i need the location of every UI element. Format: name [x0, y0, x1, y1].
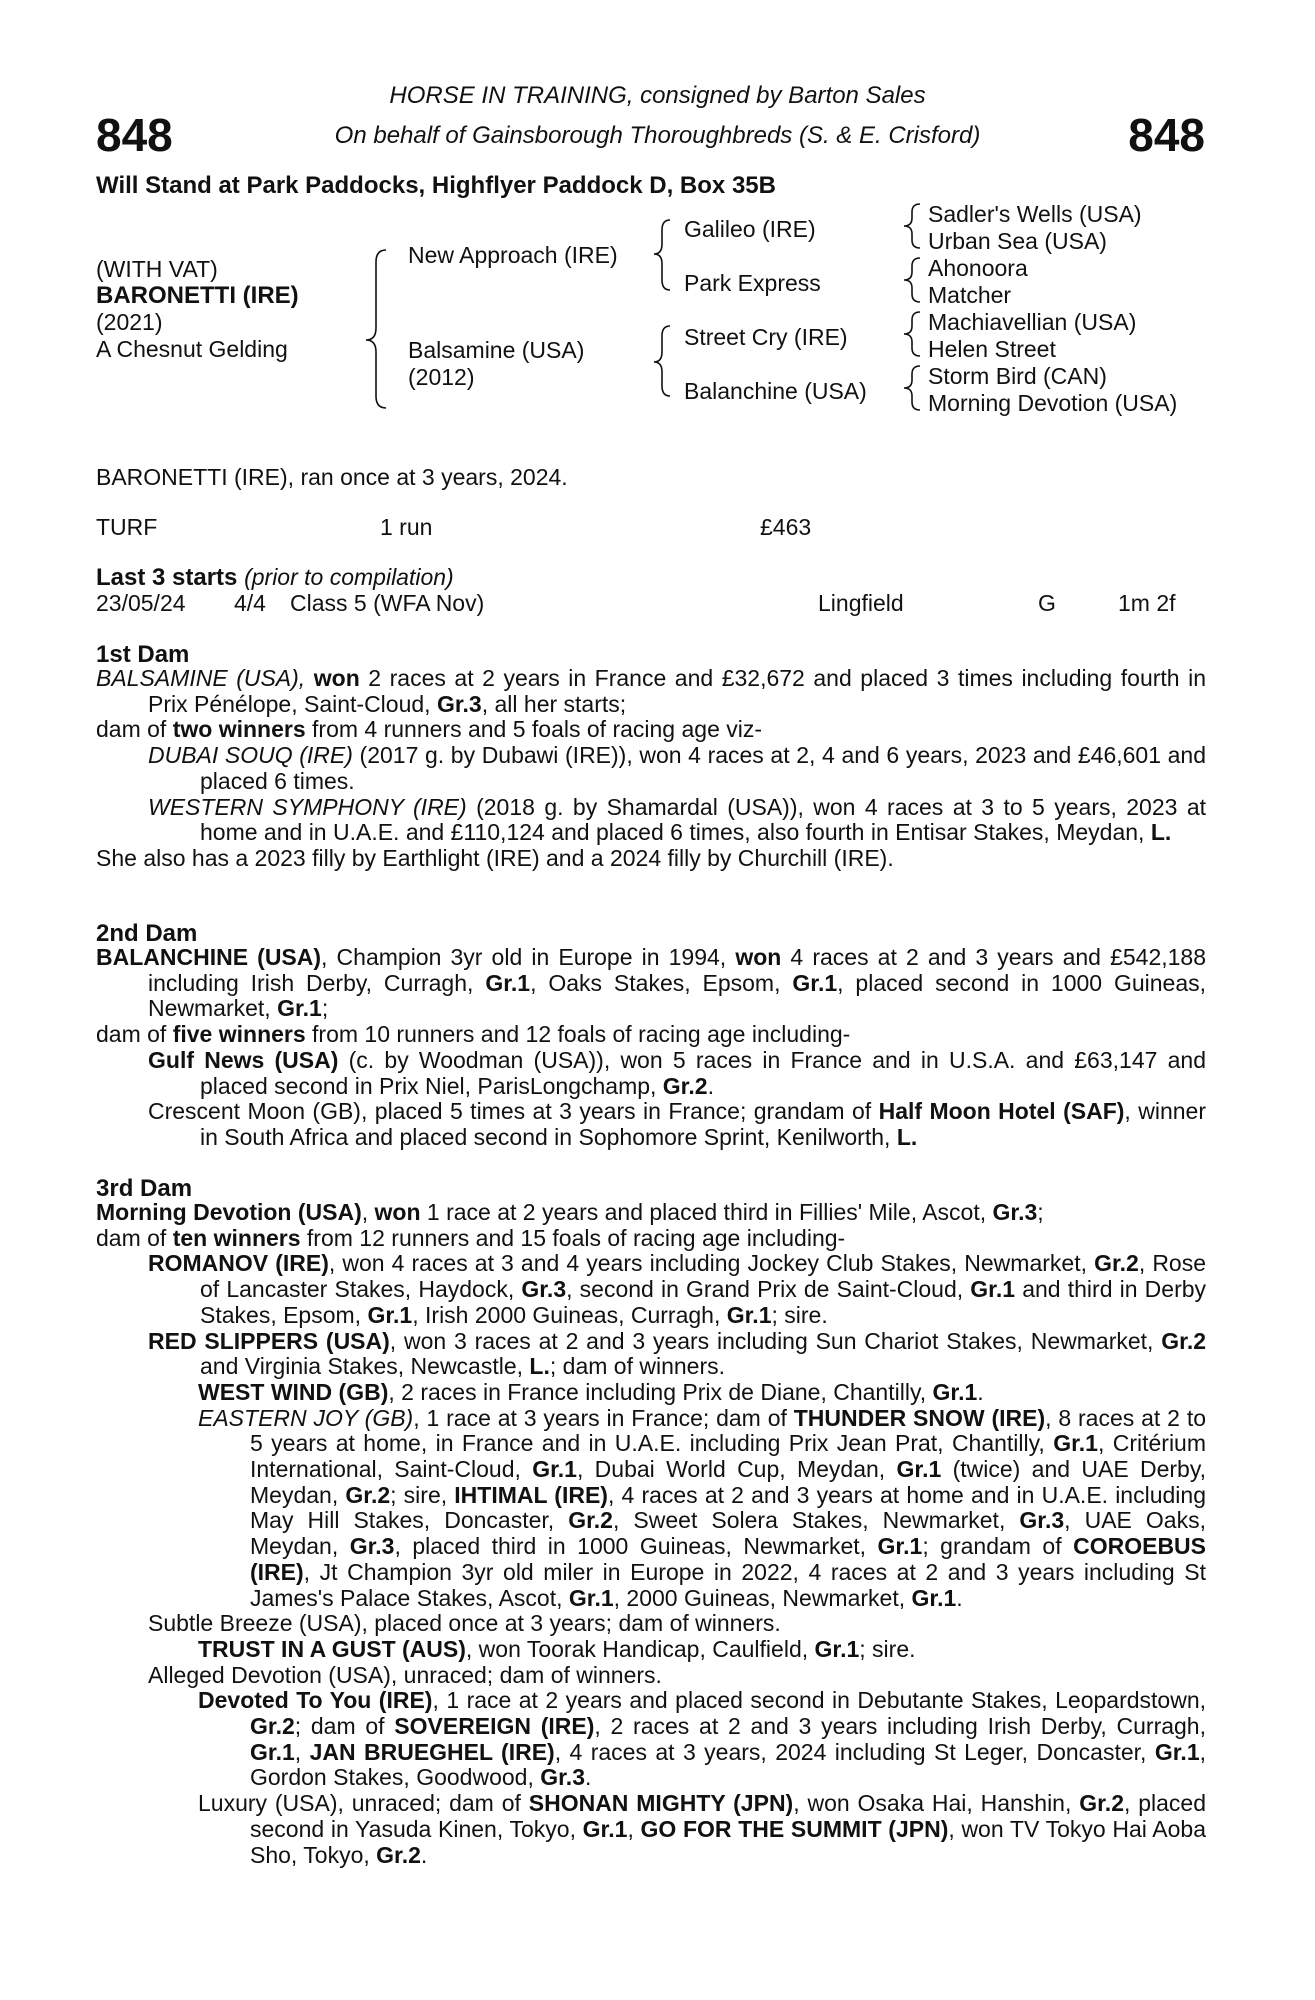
- winners-count: ten winners: [172, 1224, 301, 1251]
- text: Subtle Breeze (USA), placed once at 3 years; dam of winners.: [148, 1610, 781, 1637]
- brace-g4: [904, 366, 920, 410]
- pedigree-dam: Balsamine (USA): [408, 337, 585, 363]
- text: .: [420, 1841, 428, 1868]
- foal-name: IHTIMAL (IRE): [454, 1481, 608, 1508]
- text: , won Osaka Hai, Hanshin,: [793, 1790, 1072, 1817]
- dam3-foal-romanov: [148, 1251, 1206, 1328]
- foal-name: Gulf News (USA): [148, 1046, 339, 1073]
- dam1-produce-intro: [96, 717, 1206, 743]
- section-2nd-dam: 2nd Dam: [96, 920, 198, 947]
- start-distance: 1m 2f: [1118, 590, 1176, 616]
- pedigree-g8: Morning Devotion (USA): [928, 390, 1178, 416]
- text: (c. by Woodman (USA)), won 5 races in France and in U.S.A. and £63,147 and placed second in Prix Niel, ParisLongchamp,: [200, 1046, 1207, 1099]
- dam2-block: [96, 945, 1206, 1151]
- pedigree-dam-sire: Street Cry (IRE): [684, 324, 848, 350]
- text: She also has a 2023 filly by Earthlight (IRE) and a 2024 filly by Churchill (IRE).: [96, 844, 894, 871]
- dam3-foal-alleged-devotion: [148, 1663, 1206, 1689]
- text: , 1 race at 2 years and placed second in Debutante Stakes, Leopardstown,: [432, 1687, 1207, 1714]
- grade: L.: [529, 1353, 550, 1380]
- horse-year: (2021): [96, 309, 163, 335]
- text: .: [956, 1584, 963, 1611]
- text: , won 4 races at 3 and 4 years including Jockey Club Stakes, Newmarket,: [328, 1250, 1087, 1277]
- pedigree-sire-sire: Galileo (IRE): [684, 216, 816, 242]
- grade: Gr.1: [532, 1456, 577, 1483]
- foal-name: DUBAI SOUQ (IRE): [148, 742, 353, 769]
- text: , won Toorak Handicap, Caulfield,: [465, 1635, 809, 1662]
- grade: Gr.3: [349, 1533, 395, 1560]
- grade: Gr.3: [540, 1764, 585, 1791]
- pedigree-g7: Storm Bird (CAN): [928, 363, 1107, 389]
- start-position: 4/4: [234, 590, 266, 616]
- brace-dam: [654, 326, 670, 396]
- text: , Critérium International, Saint-Cloud,: [250, 1430, 1207, 1483]
- grade: Gr.3: [1019, 1507, 1065, 1534]
- pedigree-g4: Matcher: [928, 282, 1012, 308]
- grade: Gr.2: [568, 1507, 613, 1534]
- text: , Dubai World Cup, Meydan,: [576, 1456, 886, 1483]
- grade: L.: [896, 1123, 918, 1150]
- text: , 2000 Guineas, Newmarket,: [613, 1584, 906, 1611]
- grade: Gr.1: [1154, 1738, 1200, 1765]
- start-course: Lingfield: [818, 590, 904, 616]
- dam3-granddaughter-west-wind: [198, 1380, 1206, 1406]
- brace-g3: [904, 312, 920, 356]
- pedigree-g6: Helen Street: [928, 336, 1056, 362]
- text: (twice) and UAE Derby, Meydan,: [250, 1456, 1207, 1508]
- last-starts-title: Last 3 starts: [96, 564, 238, 591]
- grade: Gr.2: [250, 1713, 295, 1740]
- text: ; sire,: [390, 1481, 448, 1508]
- text: 1 race at 2 years and placed third in Fillies' Mile, Ascot,: [426, 1199, 987, 1225]
- text: dam of: [96, 1021, 167, 1048]
- dam3-para: [96, 1200, 1206, 1226]
- dam1-note: [96, 846, 1206, 872]
- grade: Gr.1: [932, 1378, 978, 1405]
- last-starts-heading: [96, 564, 454, 592]
- text: , Gordon Stakes, Goodwood,: [250, 1738, 1207, 1791]
- text: , Rose of Lancaster Stakes, Haydock,: [200, 1250, 1207, 1303]
- text: , placed second in Yasuda Kinen, Tokyo,: [250, 1790, 1207, 1842]
- grade: Gr.1: [1053, 1430, 1098, 1457]
- foal-name: Half Moon Hotel (SAF): [878, 1098, 1125, 1125]
- horse-name: BARONETTI (IRE): [96, 282, 299, 309]
- brace-main: [366, 250, 386, 408]
- brace-sire: [654, 220, 670, 290]
- foal-name: THUNDER SNOW (IRE): [793, 1404, 1046, 1431]
- grade: Gr.2: [376, 1841, 421, 1868]
- foal-name: SHONAN MIGHTY (JPN): [528, 1790, 794, 1817]
- text: , Jt Champion 3yr old miler in Europe in 2022, 4 races at 2 and 3 years including St James's Palace Stakes, Ascot,: [250, 1558, 1206, 1611]
- foal-name: Devoted To You (IRE): [198, 1687, 433, 1714]
- dam1-block: [96, 666, 1206, 872]
- text: and Virginia Stakes, Newcastle,: [200, 1353, 524, 1380]
- grade: Gr.2: [662, 1072, 708, 1099]
- pedigree-sire-dam: Park Express: [684, 270, 821, 296]
- foal-name: TRUST IN A GUST (AUS): [198, 1635, 466, 1662]
- text: , Sweet Solera Stakes, Newmarket,: [612, 1507, 1006, 1534]
- lot-number-left: 848: [96, 109, 173, 161]
- grade: Gr.1: [877, 1533, 923, 1560]
- text: , Oaks Stakes, Epsom,: [530, 969, 781, 996]
- foal-name: WESTERN SYMPHONY (IRE): [148, 793, 467, 820]
- start-date: 23/05/24: [96, 590, 186, 616]
- winners-count: two winners: [172, 716, 306, 743]
- dam1-name: BALSAMINE (USA),: [96, 665, 306, 691]
- dam3-granddaughter-luxury: [198, 1791, 1206, 1868]
- grade: Gr.1: [250, 1738, 295, 1765]
- grade: L.: [1150, 819, 1172, 846]
- stand-location: Will Stand at Park Paddocks, Highflyer Paddock D, Box 35B: [96, 172, 776, 199]
- dam-name: BALANCHINE (USA): [96, 944, 322, 970]
- text: 4 races at 2 and 3 years and £542,188 including Irish Derby, Curragh,: [148, 944, 1206, 996]
- dam2-para: [96, 945, 1206, 1022]
- dam3-produce-intro: [96, 1226, 1206, 1252]
- dam3-block: [96, 1200, 1206, 1868]
- won: won: [374, 1199, 421, 1225]
- grade: Gr.1: [726, 1301, 772, 1328]
- dam3-foal-red-slippers: [148, 1329, 1206, 1380]
- grade: Gr.1: [970, 1276, 1016, 1303]
- lot-number-right: 848: [1128, 109, 1205, 161]
- text: , won 3 races at 2 and 3 years including Sun Chariot Stakes, Newmarket,: [389, 1327, 1154, 1354]
- dam1-won: won: [313, 665, 360, 691]
- foal-name: RED SLIPPERS (USA): [148, 1327, 390, 1354]
- text: ,: [627, 1815, 634, 1842]
- dam3-granddaughter-trust-in-a-gust: [198, 1637, 1206, 1663]
- foal-name: COROEBUS (IRE): [250, 1533, 1207, 1585]
- horse-description: A Chesnut Gelding: [96, 336, 288, 362]
- section-1st-dam: 1st Dam: [96, 641, 190, 668]
- text: , 2 races in France including Prix de Diane, Chantilly,: [388, 1378, 927, 1405]
- text: and third in Derby Stakes, Epsom,: [200, 1276, 1207, 1328]
- text: ; sire.: [771, 1301, 828, 1328]
- text: , winner in South Africa and placed second in Sophomore Sprint, Kenilworth,: [200, 1098, 1206, 1150]
- header-vendor: On behalf of Gainsborough Thoroughbreds (S. & E. Crisford): [334, 122, 981, 149]
- text: ; dam of: [294, 1713, 385, 1740]
- pedigree-g1: Sadler's Wells (USA): [928, 201, 1142, 227]
- grade: Gr.1: [277, 995, 322, 1022]
- dam1-tail: , all her starts;: [481, 690, 627, 717]
- grade: Gr.2: [1079, 1790, 1124, 1817]
- text: , UAE Oaks, Meydan,: [250, 1507, 1206, 1560]
- grade: Gr.3: [992, 1199, 1038, 1225]
- dam2-foal-1: [148, 1048, 1206, 1099]
- text: dam of: [96, 1224, 167, 1251]
- header-consignment: HORSE IN TRAINING, consigned by Barton Sales: [389, 82, 926, 109]
- text: , 8 races at 2 to 5 years at home, in France and in U.A.E. including Prix Jean Prat, Chantilly,: [250, 1404, 1206, 1457]
- brace-g2: [904, 258, 920, 302]
- text: ,: [294, 1738, 302, 1765]
- foal-name: EASTERN JOY (GB): [198, 1404, 414, 1431]
- grade: Gr.1: [367, 1301, 413, 1328]
- pedigree-g2: Urban Sea (USA): [928, 228, 1107, 254]
- dam3-foal-subtle-breeze: [148, 1611, 1206, 1637]
- grade: Gr.2: [345, 1481, 391, 1508]
- foal-name: WEST WIND (GB): [198, 1378, 389, 1405]
- pedigree-g5: Machiavellian (USA): [928, 309, 1137, 335]
- race-summary: BARONETTI (IRE), ran once at 3 years, 2024.: [96, 464, 568, 490]
- text: .: [707, 1072, 714, 1099]
- text: , 1 race at 3 years in France; dam of: [413, 1404, 787, 1431]
- dam3-granddaughter-devoted-to-you: [198, 1688, 1206, 1791]
- dam1-text: 2 races at 2 years in France and £32,672 and placed 3 times including fourth in Prix Pénélope, Saint-Cloud,: [148, 665, 1207, 717]
- text: Alleged Devotion (USA), unraced; dam of winners.: [148, 1661, 662, 1688]
- dam1-grade: Gr.3: [436, 690, 482, 717]
- text: Luxury (USA), unraced; dam of: [198, 1790, 521, 1817]
- text: from 10 runners and 12 foals of racing age including-: [312, 1021, 851, 1048]
- text: , Irish 2000 Guineas, Curragh,: [412, 1301, 721, 1328]
- dam3-granddaughter-eastern-joy: [198, 1406, 1206, 1612]
- dam1-foal-1: [148, 743, 1206, 794]
- dam1-para: [96, 666, 1206, 717]
- winners-count: five winners: [172, 1021, 306, 1048]
- grade: Gr.1: [485, 969, 531, 996]
- text: (2017 g. by Dubawi (IRE)), won 4 races at 2, 4 and 6 years, 2023 and £46,601 and placed 6 times.: [200, 742, 1207, 794]
- text: Crescent Moon (GB), placed 5 times at 3 years in France; grandam of: [148, 1098, 872, 1125]
- foal-name: SOVEREIGN (IRE): [394, 1713, 595, 1740]
- grade: Gr.2: [1161, 1327, 1207, 1354]
- dam2-produce-intro: [96, 1022, 1206, 1048]
- pedigree-dam-year: (2012): [408, 364, 475, 390]
- text: ;: [1037, 1199, 1044, 1225]
- won: won: [735, 944, 782, 970]
- text: ; sire.: [859, 1635, 916, 1662]
- grade: Gr.1: [911, 1584, 957, 1611]
- brace-g1: [904, 204, 920, 248]
- start-going: G: [1038, 590, 1056, 616]
- record-surface: TURF: [96, 514, 158, 540]
- text: , second in Grand Prix de Saint-Cloud,: [566, 1276, 964, 1303]
- text: .: [977, 1378, 984, 1405]
- pedigree-sire: New Approach (IRE): [408, 242, 618, 268]
- grade: Gr.1: [896, 1456, 942, 1483]
- text: ,: [361, 1199, 369, 1225]
- start-race: Class 5 (WFA Nov): [290, 590, 485, 616]
- text: from 4 runners and 5 foals of racing age viz-: [312, 716, 763, 743]
- grade: Gr.1: [568, 1584, 614, 1611]
- record-earnings: £463: [760, 514, 812, 540]
- text: , 4 races at 3 years, 2024 including St Leger, Doncaster,: [554, 1738, 1147, 1765]
- grade: Gr.3: [521, 1276, 567, 1303]
- grade: Gr.1: [792, 969, 838, 996]
- pedigree-dam-dam: Balanchine (USA): [684, 378, 867, 404]
- text: ;: [321, 995, 329, 1022]
- text: , won TV Tokyo Hai Aoba Sho, Tokyo,: [250, 1815, 1206, 1868]
- grade: Gr.1: [814, 1635, 860, 1662]
- grade: Gr.1: [582, 1815, 628, 1842]
- text: , 2 races at 2 and 3 years including Irish Derby, Curragh,: [594, 1713, 1206, 1740]
- text: .: [585, 1764, 592, 1791]
- foal-name: GO FOR THE SUMMIT (JPN): [640, 1815, 949, 1842]
- foal-name: ROMANOV (IRE): [148, 1250, 329, 1277]
- record-runs: 1 run: [380, 514, 433, 540]
- text: from 12 runners and 15 foals of racing age including-: [306, 1224, 846, 1251]
- text: (2018 g. by Shamardal (USA)), won 4 races at 3 to 5 years, 2023 at home and in U.A.E. and £110,124 and placed 6 times, also fourth in Entisar Stakes, Meydan,: [200, 793, 1207, 846]
- dam-name: Morning Devotion (USA): [96, 1199, 362, 1225]
- text: , placed third in 1000 Guineas, Newmarket,: [394, 1533, 867, 1560]
- vat-note: (WITH VAT): [96, 256, 218, 282]
- last-starts-note: (prior to compilation): [244, 564, 454, 590]
- foal-name: JAN BRUEGHEL (IRE): [309, 1738, 555, 1765]
- dam2-foal-2: [148, 1099, 1206, 1150]
- pedigree-g3: Ahonoora: [928, 255, 1028, 281]
- grade: Gr.2: [1094, 1250, 1139, 1277]
- text: , placed second in 1000 Guineas, Newmarket,: [148, 969, 1207, 1022]
- text: , Champion 3yr old in Europe in 1994,: [321, 944, 727, 970]
- text: dam of: [96, 716, 167, 743]
- text: ; grandam of: [922, 1533, 1062, 1560]
- text: ; dam of winners.: [549, 1353, 726, 1380]
- dam1-foal-2: [148, 795, 1206, 846]
- section-3rd-dam: 3rd Dam: [96, 1175, 193, 1202]
- text: , 4 races at 2 and 3 years at home and in U.A.E. including May Hill Stakes, Doncaster,: [250, 1481, 1206, 1534]
